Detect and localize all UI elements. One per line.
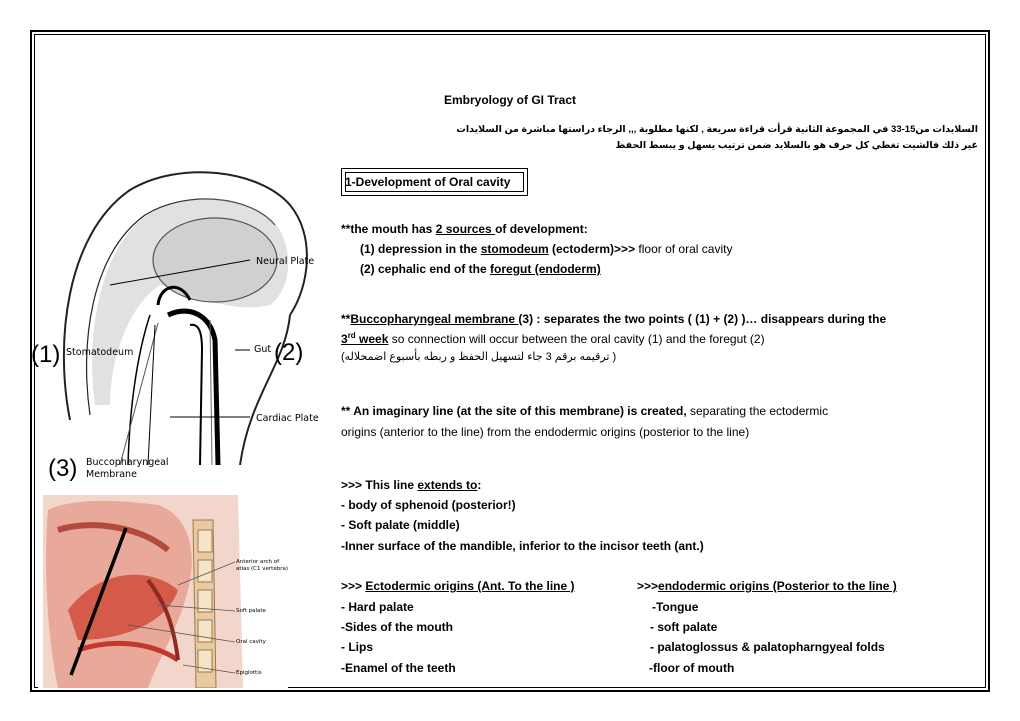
label-epiglottis: Epiglottis — [236, 670, 262, 676]
label-membrane: Membrane — [86, 469, 137, 480]
head-section-diagram — [38, 490, 288, 688]
section-heading-box — [341, 168, 528, 196]
marker-3: (3) — [48, 455, 78, 482]
extends-item: - body of sphenoid (posterior!) — [341, 498, 516, 512]
label-gut: Gut — [254, 344, 272, 355]
endo-item: -floor of mouth — [649, 661, 735, 675]
membrane-arabic: ( ترقيمه برقم 3 جاء لتسهيل الحفظ و ربطه بأسبوع اضمحلاله) — [341, 351, 617, 363]
label-anterior-arch-1: Anterior arch of — [236, 559, 280, 565]
label-neural-plate: Neural Plate — [256, 256, 315, 267]
endo-item: - soft palate — [650, 620, 718, 634]
imaginary-line-2: origins (anterior to the line) from the endodermic origins (posterior to the line) — [341, 425, 750, 439]
ecto-header: >>> Ectodermic origins (Ant. To the line ) — [341, 579, 575, 593]
membrane-line-2: 3rd week so connection will occur between the oral cavity (1) and the foregut (2) — [341, 331, 765, 346]
label-cardiac-plate: Cardiac Plate — [256, 413, 319, 424]
marker-2: (2) — [274, 339, 304, 366]
endo-header: >>>endodermic origins (Posterior to the line ) — [637, 579, 897, 593]
extends-intro: >>> This line extends to: — [341, 478, 482, 492]
ecto-item: - Lips — [341, 640, 373, 654]
source-item-1: (1) depression in the stomodeum (ectoderm)>>> floor of oral cavity — [360, 242, 733, 256]
page-title: Embryology of GI Tract — [443, 93, 577, 107]
section-heading: 1-Development of Oral cavity — [345, 175, 511, 189]
extends-item: -Inner surface of the mandible, inferior to the incisor teeth (ant.) — [341, 539, 704, 553]
label-buccopharyngeal: Buccopharyngeal — [86, 457, 169, 468]
arabic-note-1: السلايدات من15-33 في المجموعة الثانية قرأت قراءة سريعة , لكنها مطلوبة ,,, الرجاء دراستها مباشرة من السلايدات — [456, 124, 978, 135]
endo-item: - palatoglossus & palatopharngyeal folds — [650, 640, 885, 654]
ecto-item: -Sides of the mouth — [341, 620, 453, 634]
source-item-2: (2) cephalic end of the foregut (endoderm) — [360, 262, 601, 276]
label-stomatodeum: Stomatodeum — [66, 347, 134, 358]
ecto-item: -Enamel of the teeth — [341, 661, 456, 675]
membrane-line-1: **Buccopharyngeal membrane (3) : separates the two points ( (1) + (2) )… disappears during the — [341, 312, 887, 326]
arabic-note-2: غير ذلك فالشيت تغطي كل حرف هو بالسلايد ضمن ترتيب يسهل و يبسط الحفظ — [615, 140, 978, 151]
ecto-item: - Hard palate — [341, 600, 414, 614]
endo-item: -Tongue — [652, 600, 699, 614]
marker-1: (1) — [31, 341, 61, 368]
sources-intro: **the mouth has 2 sources of development: — [341, 222, 588, 236]
label-oral-cavity: Oral cavity — [236, 639, 266, 645]
label-anterior-arch-2: atlas (C1 vertebra) — [236, 566, 288, 572]
imaginary-line-1: ** An imaginary line (at the site of this membrane) is created, separating the ectodermic — [341, 404, 829, 418]
extends-item: - Soft palate (middle) — [341, 518, 460, 532]
label-soft-palate: Soft palate — [236, 608, 266, 614]
